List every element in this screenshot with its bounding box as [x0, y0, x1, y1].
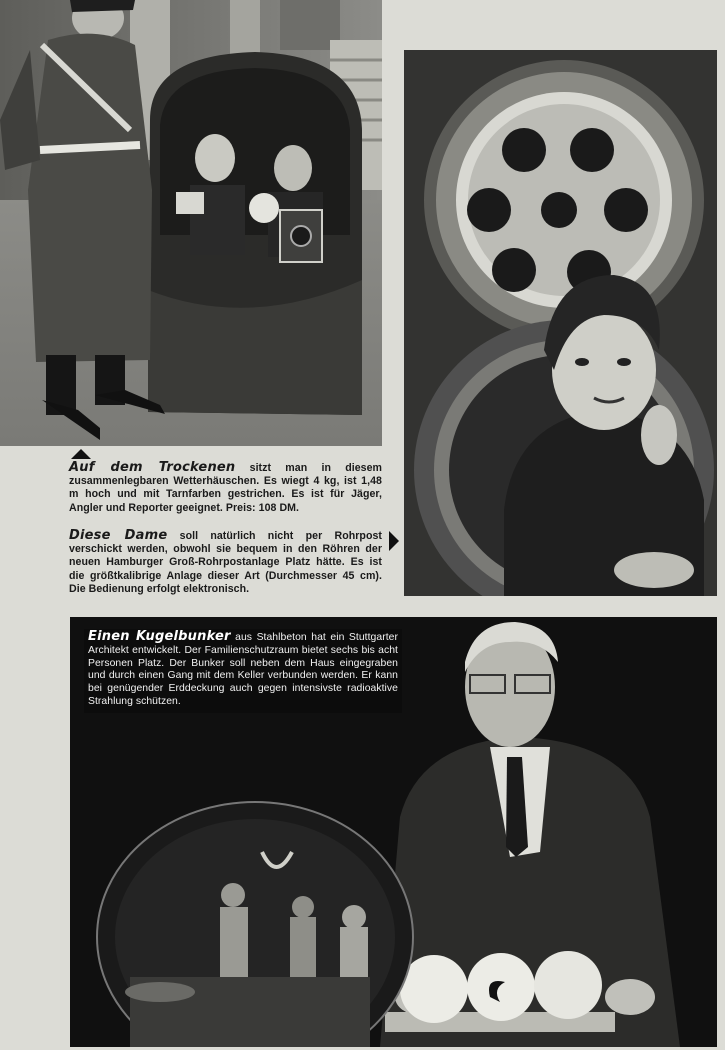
- caption-bunker-lead: Einen Kugelbunker: [88, 629, 231, 644]
- caption-lady-pipe-lead: Diese Dame: [69, 528, 168, 543]
- caption-bunker-text: aus Stahlbeton hat ein Stuttgarter Architekt entwickelt. Der Familienschutzraum bietet sechs bis acht Personen Platz. Der Bunker soll neben dem Haus eingegraben und durch einen Gang mit dem Keller verbunden werden. Er kann bei genügender Erddeckung auch gegen intensivste radioaktive Strahlung schützen.: [88, 632, 398, 707]
- caption-weather-hut-lead: Auf dem Trockenen: [69, 460, 236, 475]
- photo-pneumatic-tube: [404, 50, 717, 596]
- caption-lady-pipe-text: soll natürlich nicht per Rohrpost verschickt werden, obwohl sie bequem in den Röhren der neuen Hamburger Groß-Rohrpostanlage Platz hätte. Es ist die größtkalibrige Anlage dieser Art (Durchmesser 45 cm). Die Bedienung erfolgt elektronisch.: [69, 530, 382, 595]
- pointer-right-arrow-icon: [389, 531, 399, 551]
- photo-weather-hut: [0, 0, 382, 446]
- caption-weather-hut: [69, 461, 382, 515]
- pointer-up-arrow-icon: [71, 449, 91, 459]
- caption-weather-hut-text: sitzt man in diesem zusammenlegbaren Wetterhäuschen. Es wiegt 4 kg, ist 1,48 m hoch und mit Tarnfarben gestrichen. Es ist für Jäger, Angler und Reporter geeignet. Preis: 108 DM.: [69, 462, 383, 514]
- caption-lady-pipe: [69, 529, 382, 596]
- caption-bunker: [84, 629, 402, 713]
